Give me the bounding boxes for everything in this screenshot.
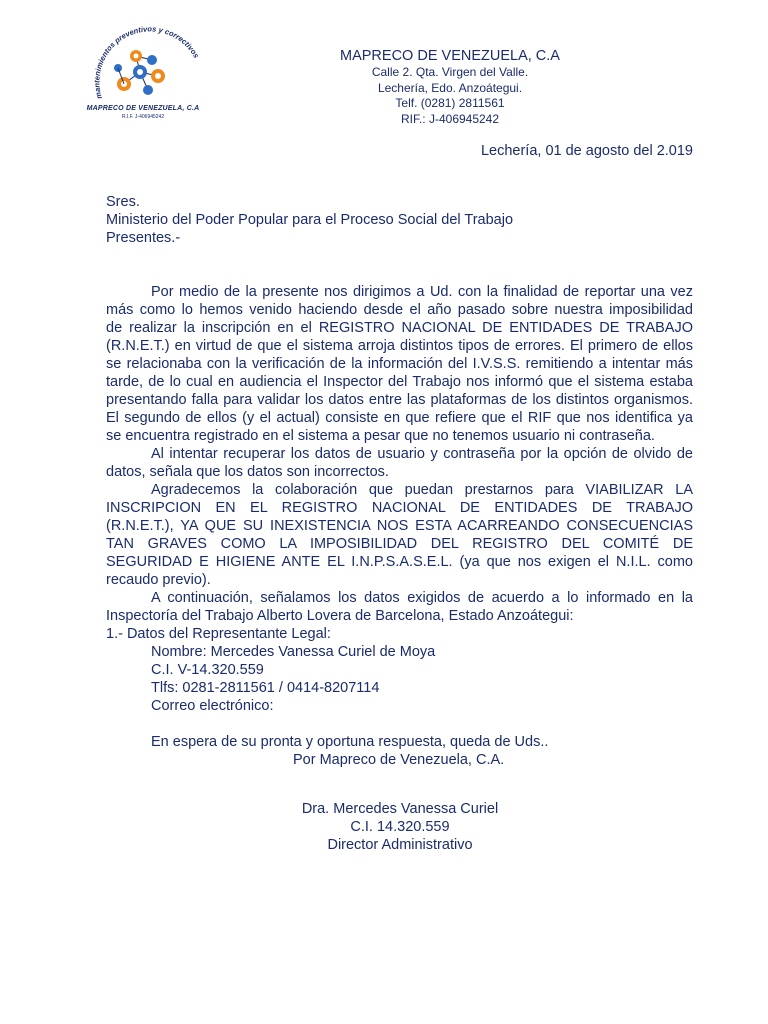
text-line: TAN GRAVES COMO LA IMPOSIBILIDAD DEL REGISTRO DEL COMITÉ DE [106,536,693,552]
company-name: MAPRECO DE VENEZUELA, C.A [340,48,560,64]
text-line: Al intentar recuperar los datos de usuario y contraseña por la opción de olvido de [151,446,693,462]
paragraph-3 [106,481,693,589]
text-line: Por medio de la presente nos dirigimos a Ud. con la finalidad de reportar una vez [151,284,693,300]
text-line: recaudo previo). [106,572,211,588]
logo-company-name: MAPRECO DE VENEZUELA, C.A [86,105,200,112]
logo-graphic [80,26,210,108]
letter-date: Lechería, 01 de agosto del 2.019 [480,143,693,159]
text-line: A continuación, señalamos los datos exigidos de acuerdo a lo informado en la [151,590,693,606]
gear-icon [114,50,165,95]
text-line: El segundo de ellos (y el actual) consiste en que refiere que el RIF que nos identifica ya [106,410,693,426]
representative-section [106,625,693,715]
text-line: tarde, de lo cual en audiencia el Inspector del Trabajo nos informó que el sistema estaba [106,374,693,390]
phone-line: Telf. (0281) 2811561 [395,96,505,110]
signature-block [250,800,550,854]
paragraph-1 [106,283,693,445]
rep-phones: Tlfs: 0281-2811561 / 0414-8207114 [151,680,380,696]
section-title: 1.- Datos del Representante Legal: [106,626,331,642]
text-line: INSCRIPCION EN EL REGISTRO NACIONAL DE ENTIDADES DE TRABAJO [106,500,693,516]
letterhead [300,47,600,127]
signer-name: Dra. Mercedes Vanessa Curiel [301,801,499,817]
text-line: más como lo hemos venido haciendo desde el año pasado sobre nuestra imposibilidad [106,302,693,318]
address-line: Calle 2. Qta. Virgen del Valle. [371,65,529,79]
closing-line: En espera de su pronta y oportuna respuesta, queda de Uds.. [151,734,549,750]
signer-title: Director Administrativo [327,837,473,853]
text-line: presentando falla para validar los datos entre las plataformas de los distintos organismos. [106,392,693,408]
signer-id: C.I. 14.320.559 [350,819,450,835]
text-line: se encuentra registrado en el sistema a pesar que no tenemos usuario ni contraseña. [106,428,655,444]
closing-company: Por Mapreco de Venezuela, C.A. [293,752,505,768]
text-line: SEGURIDAD E HIGIENE ANTE EL I.N.P.S.A.S.E.L. (ya que nos exigen el N.I.L. como [106,554,693,570]
text-line: (R.N.E.T.), YA QUE SU INEXISTENCIA NOS ESTA ACARREANDO CONSECUENCIAS [106,518,693,534]
recipient-line: Ministerio del Poder Popular para el Proceso Social del Trabajo [106,212,514,228]
rep-id: C.I. V-14.320.559 [151,662,264,678]
rep-email: Correo electrónico: [151,698,274,714]
paragraph-2 [106,445,693,481]
text-line: (R.N.E.T.) en virtud de que el sistema arroja distintos tipos de errores. El primero de ellos [106,338,693,354]
text-line: Agradecemos la colaboración que puedan prestarnos para VIABILIZAR LA [151,482,693,498]
recipient-line: Presentes.- [106,230,181,246]
paragraph-4 [106,589,693,625]
rif-line: RIF.: J-406945242 [400,111,500,126]
text-line: datos, señala que los datos son incorrectos. [106,464,389,480]
logo-rif: R.I.F. J-406945242 [121,114,165,120]
address-line: Lechería, Edo. Anzoátegui. [377,80,523,95]
text-line: de realizar la inscripción en el REGISTRO NACIONAL DE ENTIDADES DE TRABAJO [106,320,693,336]
logo-arc-text: mantenimientos preventivos y correctivos [92,26,201,100]
rep-name: Nombre: Mercedes Vanessa Curiel de Moya [151,644,436,660]
recipient-line: Sres. [106,194,140,210]
letter-body [106,193,693,769]
company-logo [80,26,210,126]
text-line: Inspectoría del Trabajo Alberto Lovera de Barcelona, Estado Anzoátegui: [106,608,574,624]
text-line: se relacionaba con la verificación de la información del I.V.S.S. remitiendo a intentar más [106,356,693,372]
